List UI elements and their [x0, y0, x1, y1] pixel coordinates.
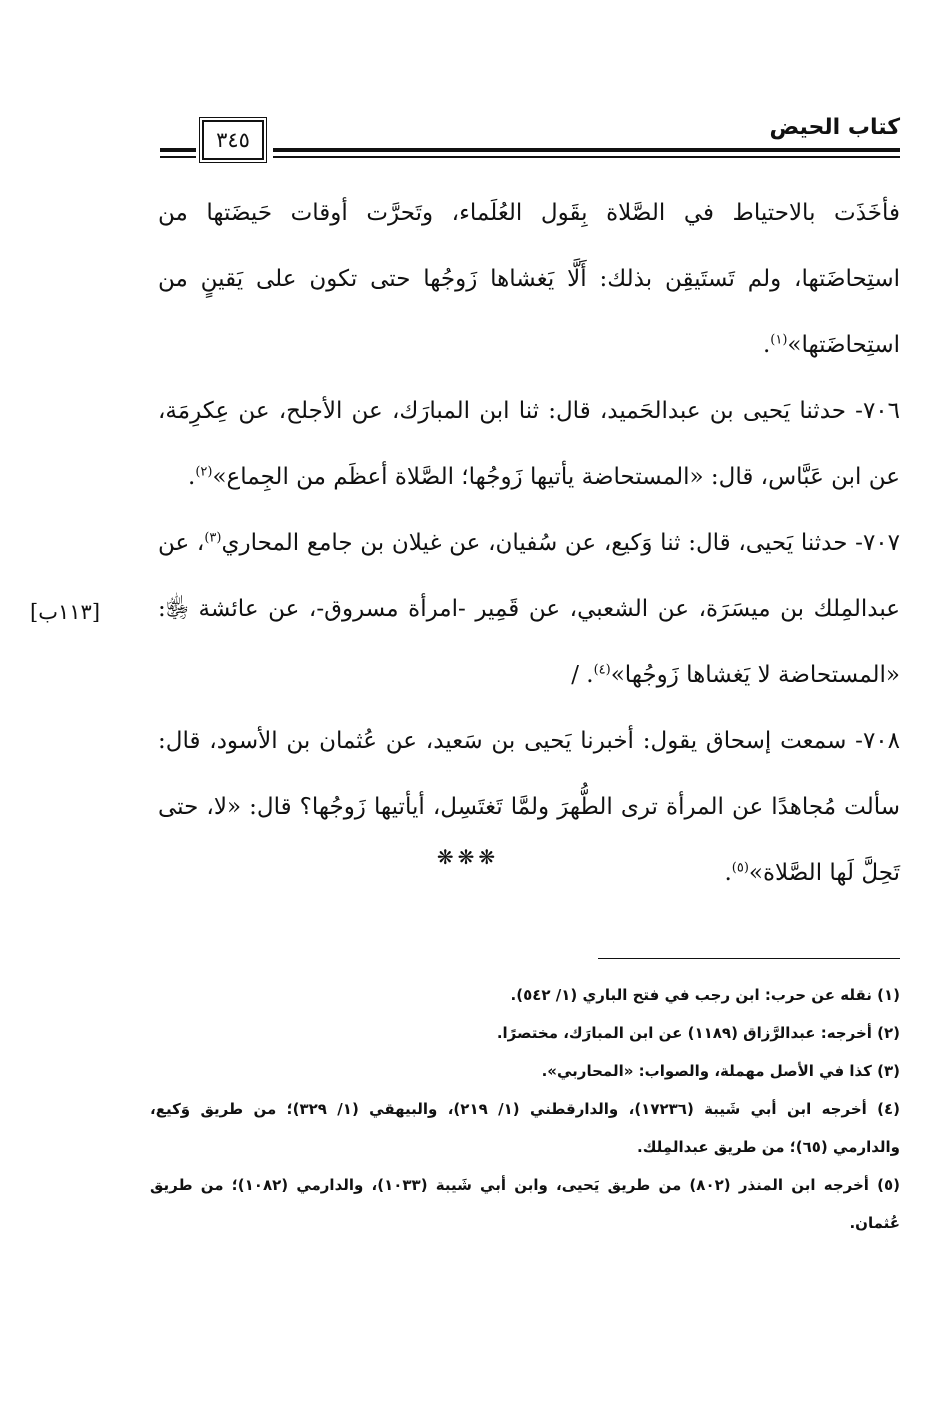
paragraph-706-end: .: [188, 464, 196, 490]
paragraph-706-text: ٧٠٦- حدثنا يَحيى بن عبدالحَميد، قال: ثنا ابن المبارَك، عن الأجلح، عن عِكرِمَة، عن ابن عَبَّاس، قال: «المستحاضة يأتيها زَوجُها؛ الصَّلاة أعظَم من الجِماع»: [158, 398, 900, 490]
page-header: [160, 112, 900, 162]
footnotes: [150, 976, 900, 1242]
footnote-4: (٤) أخرجه ابن أبي شَيبة (١٧٢٣٦)، والدارقطني (١/ ٢١٩)، والبيهقي (١/ ٣٢٩)؛ من طريق وَكيع، والدارمي (٦٥)؛ من طريق عبدالمِلك.: [150, 1100, 900, 1156]
footnote-divider: [598, 958, 900, 959]
paragraph-707: [158, 510, 900, 708]
section-separator-stars: ❋❋❋: [436, 845, 500, 869]
header-rule-left: [160, 148, 196, 158]
paragraph-707-text-a: ٧٠٧- حدثنا يَحيى، قال: ثنا وَكيع، عن سُفيان، عن غيلان بن جامع المحاري: [221, 530, 900, 556]
footnote-ref-5: (٥): [731, 860, 749, 876]
manuscript-folio-note: [١١٣ب]: [30, 600, 101, 624]
paragraph-1-text: فأخَذَت بالاحتياط في الصَّلاة بِقَول العُلَماء، وتَحرَّت أوقات حَيضَتها من استِحاضَتها، ولم تَستَيقِن بذلك: أَلَّا يَغشاها زَوجُها حتى تكون على يَقينٍ من استِحاضَتها»: [158, 200, 900, 358]
paragraph-706: [158, 378, 900, 510]
footnote-ref-1: (١): [770, 332, 788, 348]
main-text: [158, 180, 900, 906]
page-number-box: [202, 120, 264, 160]
paragraph-708-text: ٧٠٨- سمعت إسحاق يقول: أخبرنا يَحيى بن سَعيد، عن عُثمان بن الأسود، قال: سألت مُجاهدًا عن المرأة ترى الطُّهرَ ولمَّا تَغتَسِل، أيأتيها زَوجُها؟ قال: «لا، حتى تَحِلَّ لَها الصَّلاة»: [158, 728, 900, 886]
footnote-ref-4: (٤): [593, 662, 611, 678]
paragraph-1: [158, 180, 900, 378]
page-number: ٣٤٥: [216, 128, 250, 152]
paragraph-707-end: . /: [571, 662, 594, 688]
footnote-ref-3: (٣): [204, 530, 222, 546]
chapter-title: كتاب الحيض: [769, 115, 900, 140]
footnote-5: (٥) أخرجه ابن المنذر (٨٠٢) من طريق يَحيى، وابن أبي شَيبة (١٠٣٣)، والدارمي (١٠٨٢)؛ من طريق عُثمان.: [150, 1176, 900, 1232]
footnote-1: (١) نقله عن حرب: ابن رجب في فتح الباري (١/ ٥٤٢).: [510, 986, 900, 1004]
paragraph-708-end: .: [724, 860, 732, 886]
paragraph-708: [158, 708, 900, 906]
footnote-ref-2: (٢): [195, 464, 213, 480]
paragraph-707-text-b: ، عن عبدالمِلك بن ميسَرَة، عن الشعبي، عن قَمِير -امرأة مسروق-، عن عائشة ﵂: «المستحاضة لا يَغشاها زَوجُها»: [158, 530, 900, 688]
paragraph-1-end: .: [762, 332, 771, 358]
header-rule-right: [273, 148, 900, 158]
footnote-2: (٢) أخرجه: عبدالرَّزاق (١١٨٩) عن ابن المبارَك، مختصرًا.: [496, 1024, 900, 1042]
footnote-3: (٣) كذا في الأصل مهملة، والصواب: «المحاربي».: [541, 1062, 900, 1080]
